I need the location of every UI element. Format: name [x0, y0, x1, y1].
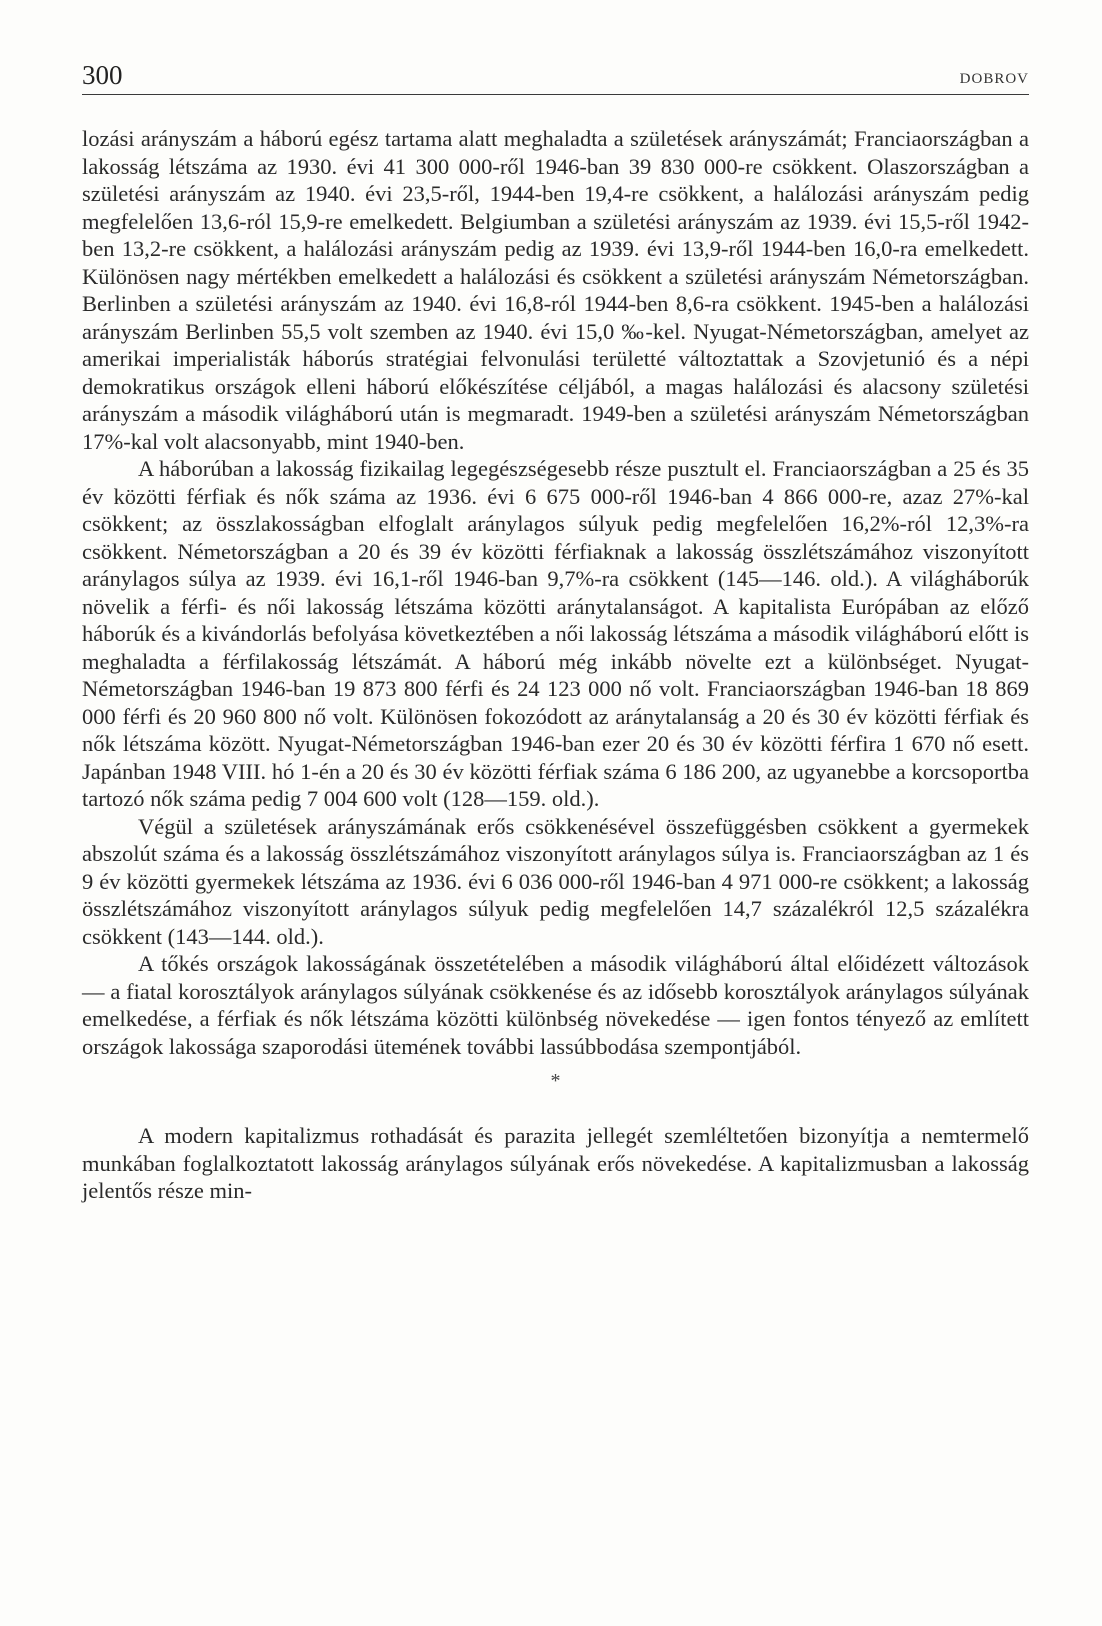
page-header — [82, 60, 1029, 95]
section-separator: * — [550, 1070, 561, 1092]
running-head: DOBROV — [959, 71, 1029, 87]
paragraph-3: Végül a születések arányszámának erős csökkenésével összefüggésben csökkent a gyermekek abszolút száma és a lakosság összlétszámához viszonyított aránylagos súlya is. Franciaországban az 1 és 9 év közötti gyermekek létszáma az 1936. évi 6 036 000-ről 1946-ban 4 971 000-re csökkent; a lakosság összlétszámához viszonyított aránylagos súlyuk pedig megfelelően 14,7 százalékról 12,5 százalékra csökkent (143—144. old.). — [82, 813, 1029, 949]
paragraph-1: lozási arányszám a háború egész tartama alatt meghaladta a születések arányszámát; Franciaországban a lakosság létszáma az 1930. évi 41 300 000-ről 1946-ban 39 830 000-re csökkent. Olaszországban a születési arányszám az 1940. évi 23,5-ről, 1944-ben 19,4-re csökkent, a halálozási arányszám pedig megfelelően 13,6-ról 15,9-re emelkedett. Belgiumban a születési arányszám az 1939. évi 15,5-ről 1942-ben 13,2-re csökkent, a halálozási arányszám pedig az 1939. évi 13,9-ről 1944-ben 16,0-ra emelkedett. Különösen nagy mértékben emelkedett a halálozási és csökkent a születési arányszám Németországban. Berlinben a születési arányszám az 1940. évi 16,8-ról 1944-ben 8,6-ra csökkent. 1945-ben a halálozási arányszám Berlinben 55,5 volt szemben az 1940. évi 15,0 ‰-kel. Nyugat-Németországban, amelyet az amerikai imperialisták háborús stratégiai felvonulási területté változtattak a Szovjetunió és a népi demokratikus országok elleni háború előkészítése céljából, a magas halálozási és alacsony születési arányszám a második világháború után is megmaradt. 1949-ben a születési arányszám Németországban 17%-kal volt alacsonyabb, mint 1940-ben. — [82, 126, 1029, 454]
paragraph-5: A modern kapitalizmus rothadását és parazita jellegét szemléltetően bizonyítja a nemtermelő munkában foglalkoztatott lakosság aránylagos súlyának erős növekedése. A kapitalizmusban a lakosság jelentős része min- — [82, 1123, 1029, 1203]
page-number: 300 — [82, 60, 123, 90]
body-text — [82, 125, 1029, 1205]
paragraph-2: A háborúban a lakosság fizikailag legegészségesebb része pusztult el. Franciaországban a 25 és 35 év közötti férfiak és nők száma az 1936. évi 6 675 000-ről 1946-ban 4 866 000-re, azaz 27%-kal csökkent; az összlakosságban elfoglalt aránylagos súlyuk pedig megfelelően 16,2%-ról 12,3%-ra csökkent. Németországban a 20 és 39 év közötti férfiaknak a lakosság összlétszámához viszonyított aránylagos súlya az 1939. évi 16,1-ről 1946-ban 9,7%-ra csökkent (145—146. old.). A világháborúk növelik a férfi- és női lakosság létszáma közötti aránytalanságot. A kapitalista Európában az előző háborúk és a kivándorlás befolyása következtében a női lakosság létszáma a második világháború előtt is meghaladta a férfilakosság létszámát. A háború még inkább növelte ezt a különbséget. Nyugat-Németországban 1946-ban 19 873 800 férfi és 24 123 000 nő volt. Franciaországban 1946-ban 18 869 000 férfi és 20 960 800 nő volt. Különösen fokozódott az aránytalanság a 20 és 30 év közötti férfiak és nők létszáma között. Nyugat-Németországban 1946-ban ezer 20 és 30 év közötti férfira 1 670 nő esett. Japánban 1948 VIII. hó 1-én a 20 és 30 év közötti férfiak száma 6 186 200, az ugyanebbe a korcsoportba tartozó nők száma pedig 7 004 600 volt (128—159. old.). — [82, 456, 1029, 811]
paragraph-4: A tőkés országok lakosságának összetételében a második világháború által előidézett változások — a fiatal korosztályok aránylagos súlyának csökkenése és az idősebb korosztályok aránylagos súlyának emelkedése, a férfiak és nők létszáma közötti különbség növekedése — igen fontos tényező az említett országok lakossága szaporodási ütemének további lassúbbodása szempontjából. — [82, 951, 1029, 1059]
